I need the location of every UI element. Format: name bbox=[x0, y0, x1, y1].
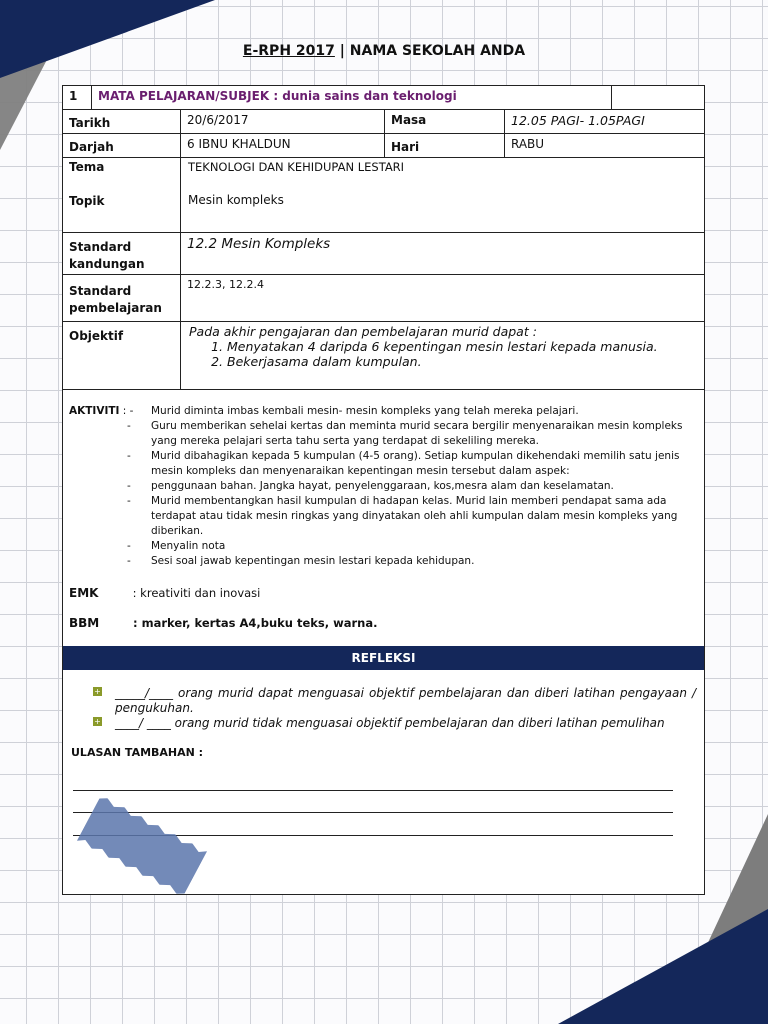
hari-label: Hari bbox=[384, 134, 504, 157]
row-number: 1 bbox=[69, 89, 78, 103]
aktiviti-heading bbox=[69, 404, 133, 419]
aktiviti-item-text: penggunaan bahan. Jangka hayat, penyelenggaraan, kos,mesra alam dan keselamatan. bbox=[151, 480, 614, 492]
plus-box-icon: + bbox=[94, 687, 101, 696]
aktiviti-item: - Menyalin nota bbox=[127, 540, 226, 552]
aktiviti-item: - Murid dibahagikan kepada 5 kumpulan (4-5 orang). Setiap kumpulan dikehendaki memilih satu jenis mesin kompleks dan menyenaraikan kepentingan mesin tersebut dalam aspek: bbox=[127, 450, 680, 477]
tarikh-label: Tarikh bbox=[69, 116, 111, 130]
topik-value: Mesin kompleks bbox=[188, 193, 284, 207]
bbm-value: : marker, kertas A4,buku teks, warna. bbox=[133, 616, 378, 630]
aktiviti-item bbox=[69, 404, 701, 419]
aktiviti-label: AKTIVITI bbox=[69, 405, 120, 417]
objektif-intro: Pada akhir pengajaran dan pembelajaran murid dapat : bbox=[189, 324, 537, 339]
standard-kandungan-value: 12.2 Mesin Kompleks bbox=[180, 233, 704, 274]
refleksi-line bbox=[93, 716, 696, 731]
tarikh-value: 20/6/2017 bbox=[180, 110, 384, 133]
lesson-plan-sheet bbox=[62, 85, 705, 895]
writing-line bbox=[73, 790, 673, 791]
emk-line bbox=[69, 586, 260, 600]
tarikh-row bbox=[63, 110, 704, 134]
bbm-label: BBM bbox=[69, 616, 100, 630]
aktiviti-item-text: Murid diminta imbas kembali mesin- mesin kompleks yang telah mereka pelajari. bbox=[151, 405, 579, 417]
aktiviti-item: - penggunaan bahan. Jangka hayat, penyelenggaraan, kos,mesra alam dan keselamatan. bbox=[127, 480, 614, 492]
aktiviti-item-text: Murid dibahagikan kepada 5 kumpulan (4-5 orang). Setiap kumpulan dikehendaki memilih satu jenis mesin kompleks dan menyenaraikan kepentingan mesin tersebut dalam aspek: bbox=[151, 450, 680, 477]
standard-pembelajaran-value: 12.2.3, 12.2.4 bbox=[180, 275, 704, 321]
page-title bbox=[0, 43, 768, 59]
objektif-item: 2. Bekerjasama dalam kumpulan. bbox=[227, 354, 698, 369]
aktiviti-item-text: Sesi soal jawab kepentingan mesin lestari kepada kehidupan. bbox=[151, 555, 475, 567]
darjah-label: Darjah bbox=[69, 140, 114, 154]
ulasan-label: ULASAN TAMBAHAN : bbox=[71, 746, 204, 759]
darjah-row bbox=[63, 134, 704, 158]
title-right: NAMA SEKOLAH ANDA bbox=[349, 43, 526, 59]
aktiviti-item-text: Menyalin nota bbox=[151, 540, 226, 552]
tema-topik-values bbox=[180, 158, 704, 232]
sp-label-line2: pembelajaran bbox=[69, 301, 162, 315]
aktiviti-item: - Sesi soal jawab kepentingan mesin lestari kepada kehidupan. bbox=[127, 555, 475, 567]
hari-value: RABU bbox=[504, 134, 704, 157]
topik-label: Topik bbox=[69, 194, 105, 208]
aktiviti-list bbox=[69, 404, 701, 569]
tema-value: TEKNOLOGI DAN KEHIDUPAN LESTARI bbox=[188, 160, 405, 174]
masa-value: 12.05 PAGI- 1.05PAGI bbox=[504, 110, 704, 133]
emk-value: : kreativiti dan inovasi bbox=[132, 586, 261, 600]
aktiviti-item: - Guru memberikan sehelai kertas dan meminta murid secara bergilir menyenaraikan mesin kompleks yang mereka pelajari serta tahu serta yang terdapat di sekeliling mereka. bbox=[127, 420, 683, 447]
refleksi-text: ____/ ____ orang murid tidak menguasai objektif pembelajaran dan diberi latihan pemulihan bbox=[115, 716, 665, 730]
plus-box-icon: + bbox=[94, 717, 101, 726]
objektif-list bbox=[187, 339, 698, 369]
objektif-item: 1. Menyatakan 4 daripda 6 kepentingan mesin lestari kepada manusia. bbox=[227, 339, 698, 354]
objektif-row bbox=[63, 322, 704, 390]
darjah-value: 6 IBNU KHALDUN bbox=[180, 134, 384, 157]
corner-triangle-navy bbox=[0, 0, 215, 78]
refleksi-text: _____/____ orang murid dapat menguasai objektif pembelajaran dan diberi latihan pengayaan / pengukuhan. bbox=[115, 686, 696, 715]
standard-kandungan-row bbox=[63, 233, 704, 275]
standard-pembelajaran-label bbox=[63, 275, 180, 321]
tema-label: Tema bbox=[69, 160, 105, 174]
bbm-line bbox=[69, 616, 378, 630]
masa-label: Masa bbox=[384, 110, 504, 133]
subject-row bbox=[63, 86, 704, 110]
objektif-content bbox=[180, 322, 704, 389]
standard-pembelajaran-row bbox=[63, 275, 704, 322]
aktiviti-item: - Murid membentangkan hasil kumpulan di hadapan kelas. Murid lain memberi pendapat sama ada terdapat atau tidak mesin ringkas yang dinyatakan oleh ahli kumpulan dalam mesin kompleks yang diberikan. bbox=[127, 495, 678, 537]
sk-label-line1: Standard bbox=[69, 240, 132, 254]
title-left: E-RPH 2017 bbox=[242, 43, 335, 59]
refleksi-header: REFLEKSI bbox=[63, 646, 704, 670]
sk-label-line2: kandungan bbox=[69, 257, 145, 271]
standard-kandungan-label bbox=[63, 233, 180, 274]
sp-label-line1: Standard bbox=[69, 284, 132, 298]
emk-label: EMK bbox=[69, 586, 99, 600]
tema-topik-labels bbox=[63, 158, 180, 232]
aktiviti-item-text: Murid membentangkan hasil kumpulan di hadapan kelas. Murid lain memberi pendapat sama ada terdapat atau tidak mesin ringkas yang dinyatakan oleh ahli kumpulan dalam mesin kompleks yang diberikan. bbox=[151, 495, 678, 537]
objektif-label: Objektif bbox=[69, 329, 124, 343]
refleksi-line bbox=[93, 686, 696, 716]
writing-line bbox=[73, 812, 673, 813]
aktiviti-prefix: : - bbox=[122, 405, 134, 417]
aktiviti-item-text: Guru memberikan sehelai kertas dan meminta murid secara bergilir menyenaraikan mesin kompleks yang mereka pelajari serta tahu serta yang terdapat di sekeliling mereka. bbox=[151, 420, 683, 447]
subject-title: MATA PELAJARAN/SUBJEK : dunia sains dan teknologi bbox=[91, 86, 611, 109]
corner-triangle-navy-bottom bbox=[558, 909, 768, 1024]
title-separator: | bbox=[339, 43, 345, 59]
tema-topik-row bbox=[63, 158, 704, 233]
empty-cell bbox=[611, 86, 704, 109]
